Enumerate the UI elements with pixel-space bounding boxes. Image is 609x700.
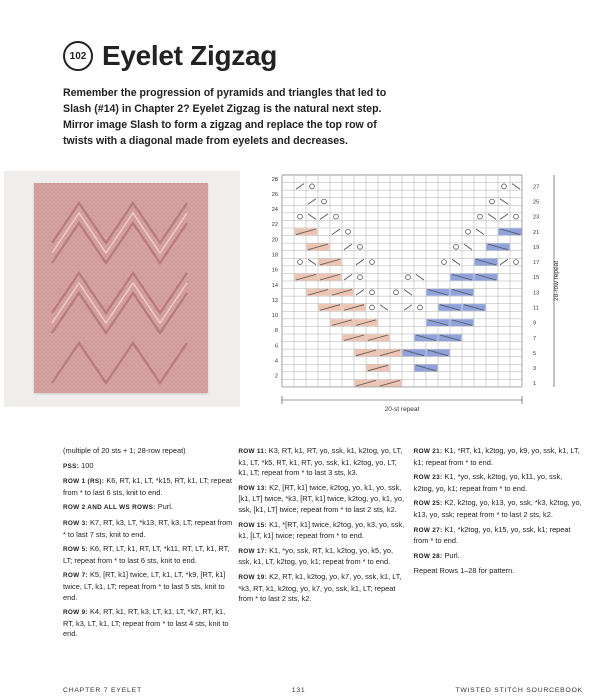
row-text: K4, RT, k1, RT, k3, LT, k1, LT, *k7, RT, k1, RT, k3, LT, k1, LT; repeat from * to last 4 sts, knit to end.	[63, 607, 229, 639]
knitted-swatch	[34, 183, 208, 393]
row-label: ROW 11:	[238, 448, 267, 455]
k2tog-symbol	[296, 184, 304, 190]
ssk-symbol	[452, 259, 460, 265]
ssk-symbol	[380, 305, 388, 311]
yarn-over-symbol	[370, 260, 375, 265]
instruction-row	[63, 544, 232, 566]
row-number-left: 28	[271, 176, 278, 183]
row-number-right: 25	[533, 199, 540, 206]
row-label: ROW 2 AND ALL WS ROWS:	[63, 504, 156, 512]
row-text: K1, *[RT, k1] twice, k2tog, yo, k3, yo, ssk, k1, [LT, k1] twice; repeat from * to end.	[238, 519, 405, 541]
ssk-symbol	[512, 184, 520, 190]
instruction-row	[238, 483, 407, 516]
instruction-row	[63, 518, 232, 540]
instruction-row	[238, 546, 407, 568]
instruction-row	[238, 572, 407, 605]
yarn-over-symbol	[310, 184, 315, 189]
instruction-row	[414, 525, 583, 547]
row-text: K1, *k2tog, yo, k15, yo, ssk, k1; repeat from * to end.	[413, 524, 571, 546]
instruction-row	[63, 570, 232, 603]
row-text: Purl.	[442, 550, 460, 560]
yarn-over-symbol	[394, 290, 399, 295]
ssk-symbol	[464, 244, 472, 250]
row-label: ROW 1 (RS):	[63, 478, 105, 486]
k2tog-symbol	[500, 259, 508, 265]
yarn-over-symbol	[370, 305, 375, 310]
pattern-number-badge: 102	[63, 41, 93, 71]
row-number-right: 17	[533, 260, 540, 267]
yarn-over-symbol	[298, 260, 303, 265]
row-number-left: 26	[271, 191, 278, 198]
row-label: ROW 21:	[413, 448, 443, 455]
yarn-over-symbol	[418, 305, 423, 310]
yarn-over-symbol	[466, 229, 471, 234]
k2tog-symbol	[356, 290, 364, 296]
row-number-left: 16	[271, 267, 278, 274]
k2tog-symbol	[344, 244, 352, 250]
yarn-over-symbol	[502, 184, 507, 189]
yarn-over-symbol	[454, 245, 459, 250]
stitch-chart	[262, 166, 562, 422]
row-number-right: 21	[533, 229, 540, 236]
row-number-right: 13	[533, 290, 540, 297]
row-number-right: 23	[533, 214, 540, 221]
row-label: ROW 5:	[63, 546, 88, 554]
yarn-over-symbol	[322, 199, 327, 204]
row-text: K3, RT, k1, RT, yo, ssk, k1, k2tog, yo, LT, k1, LT, *k5, RT, k1, RT, yo, ssk, k1, k2tog, yo, LT, k1, LT; repeat from * to last 3 sts, k3.	[238, 446, 403, 478]
stitch-repeat-label: 20-st repeat	[384, 406, 420, 413]
row-text: 100	[79, 460, 94, 470]
row-label: ROW 25:	[413, 500, 443, 508]
k2tog-symbol	[500, 214, 508, 220]
row-number-right: 7	[533, 335, 537, 342]
footer-chapter: CHAPTER 7 EYELET	[63, 687, 142, 694]
k2tog-symbol	[320, 214, 328, 220]
row-number-left: 18	[271, 252, 278, 259]
row-text: (multiple of 20 sts + 1; 28-row repeat)	[63, 446, 186, 455]
pattern-instructions	[63, 446, 583, 644]
pattern-header	[63, 40, 277, 72]
yarn-over-symbol	[370, 290, 375, 295]
row-text: K2, k2tog, yo, k13, yo, ssk, *k3, k2tog, yo, k13, yo, ssk; repeat from * to last 2 sts, k2.	[413, 498, 582, 519]
k2tog-symbol	[404, 305, 412, 311]
instruction-row	[414, 472, 583, 494]
row-number-left: 2	[274, 373, 278, 380]
page-title: Eyelet Zigzag	[102, 40, 278, 71]
k2tog-symbol	[344, 274, 352, 280]
row-text: K6, RT, LT, k1, RT, LT, *k11, RT, LT, k1, RT, LT; repeat from * to last 6 sts, knit to end.	[63, 544, 230, 565]
row-label: ROW 3:	[63, 519, 88, 527]
chart-grid	[282, 175, 522, 387]
yarn-over-symbol	[490, 199, 495, 204]
row-label: ROW 13:	[238, 484, 268, 492]
row-text: K5, [RT, k1] twice, LT, k1, LT, *k9, [RT, k1] twice, LT, k1, LT; repeat from * to last 5 sts, knit to end.	[63, 570, 226, 602]
row-number-left: 24	[271, 207, 278, 214]
row-label: ROW 17:	[238, 547, 268, 555]
row-number-left: 8	[274, 328, 278, 335]
instruction-row	[238, 446, 407, 479]
k2tog-symbol	[332, 229, 340, 235]
page-footer	[63, 687, 583, 694]
row-number-left: 12	[271, 297, 278, 304]
row-text: Repeat Rows 1–28 for pattern.	[413, 566, 515, 576]
row-label: ROW 27:	[413, 526, 443, 534]
row-repeat-label: 28-row repeat	[553, 260, 560, 302]
row-number-right: 9	[533, 320, 537, 327]
row-text: K1, *RT, k1, k2tog, yo, k9, yo, ssk, k1, LT, k1; repeat from * to end.	[413, 446, 580, 467]
yarn-over-symbol	[358, 275, 363, 280]
row-text: K2, [RT, k1] twice, k2tog, yo, k1, yo, ssk, [k1, LT] twice, *k3, [RT, k1] twice, k2tog, yo, k1, yo, ssk, [k1, LT] twice; repeat from * to last 2 sts, k2.	[238, 482, 404, 514]
row-number-right: 1	[533, 381, 537, 388]
ssk-symbol	[500, 199, 508, 205]
row-text: K7, RT, k3, LT, *k13, RT, k3, LT; repeat from * to last 7 sts, knit to end.	[63, 517, 233, 539]
row-number-right: 5	[533, 350, 537, 357]
page-number: 131	[291, 687, 306, 694]
intro-paragraph: Remember the progression of pyramids and triangles that led to Slash (#14) in Chapter 2? Eyelet Zigzag is the natural next step. Mirror image Slash to form a zigzag and replace the top row of twists with a diagonal made from eyelets and decreases.	[63, 87, 387, 147]
chart-stitch-symbols	[294, 184, 521, 387]
row-label: ROW 28:	[413, 552, 443, 560]
row-label: ROW 23:	[413, 474, 443, 482]
instruction-row	[414, 498, 583, 520]
yarn-over-symbol	[478, 214, 483, 219]
row-number-right: 19	[533, 244, 540, 251]
row-number-right: 15	[533, 275, 540, 282]
row-number-left: 14	[271, 282, 278, 289]
row-label: ROW 9:	[63, 609, 88, 617]
yarn-over-symbol	[298, 214, 303, 219]
yarn-over-symbol	[514, 214, 519, 219]
row-number-left: 22	[271, 222, 278, 229]
row-number-left: 10	[271, 313, 278, 320]
instructions-column-3	[414, 446, 583, 644]
ssk-symbol	[476, 229, 484, 235]
instruction-row	[63, 461, 232, 473]
row-number-right: 11	[533, 305, 539, 312]
instruction-row	[63, 502, 232, 514]
yarn-over-symbol	[442, 260, 447, 265]
row-text: Purl.	[155, 502, 173, 512]
instruction-row	[414, 446, 583, 468]
instructions-column-1	[63, 446, 232, 644]
instruction-row	[238, 520, 407, 542]
ssk-symbol	[308, 259, 316, 265]
row-text: K2, RT, k1, k2tog, yo, k7, yo, ssk, k1, LT, *k3, RT, k1, k2tog, yo, k7, yo, ssk, k1, LT; repeat from * to last 2 sts, k2.	[238, 571, 402, 604]
row-number-right: 27	[533, 184, 540, 191]
yarn-over-symbol	[334, 214, 339, 219]
k2tog-symbol	[308, 199, 316, 205]
chart-right-row-numbers	[533, 184, 539, 387]
yarn-over-symbol	[346, 229, 351, 234]
row-label: ROW 15:	[238, 521, 268, 529]
row-text: K1, *yo, ssk, RT, k1, k2tog, yo, k5, yo, ssk, k1, LT, k2tog, yo, k1; repeat from * to end.	[238, 545, 394, 567]
instruction-row	[414, 566, 583, 577]
row-label: ROW 7:	[63, 572, 88, 580]
instruction-row	[63, 446, 232, 457]
instruction-row	[414, 551, 583, 563]
instructions-column-2	[238, 446, 407, 644]
yarn-over-symbol	[406, 275, 411, 280]
ssk-symbol	[416, 274, 424, 280]
footer-book-title: TWISTED STITCH SOURCEBOOK	[455, 687, 583, 694]
k2tog-symbol	[356, 259, 364, 265]
ssk-symbol	[308, 214, 316, 220]
ssk-symbol	[404, 290, 412, 296]
yarn-over-symbol	[358, 245, 363, 250]
swatch-photo	[4, 171, 240, 407]
row-number-left: 6	[274, 343, 278, 350]
instruction-row	[63, 607, 232, 640]
instruction-row	[63, 476, 232, 498]
row-label: PSS:	[63, 462, 80, 470]
chart-left-row-numbers	[272, 177, 278, 380]
row-text: K1, *yo, ssk, k2tog, yo, k11, yo, ssk, k2tog, yo, k1; repeat from * to end.	[413, 472, 563, 493]
yarn-over-symbol	[514, 260, 519, 265]
row-text: K6, RT, k1, LT, *k15, RT, k1, LT; repeat from * to last 6 sts, knit to end.	[63, 476, 232, 497]
row-number-left: 20	[271, 237, 278, 244]
swatch-texture	[34, 183, 208, 393]
row-number-right: 3	[533, 366, 537, 373]
row-number-left: 4	[274, 358, 278, 365]
row-label: ROW 19:	[238, 573, 268, 581]
ssk-symbol	[488, 214, 496, 220]
